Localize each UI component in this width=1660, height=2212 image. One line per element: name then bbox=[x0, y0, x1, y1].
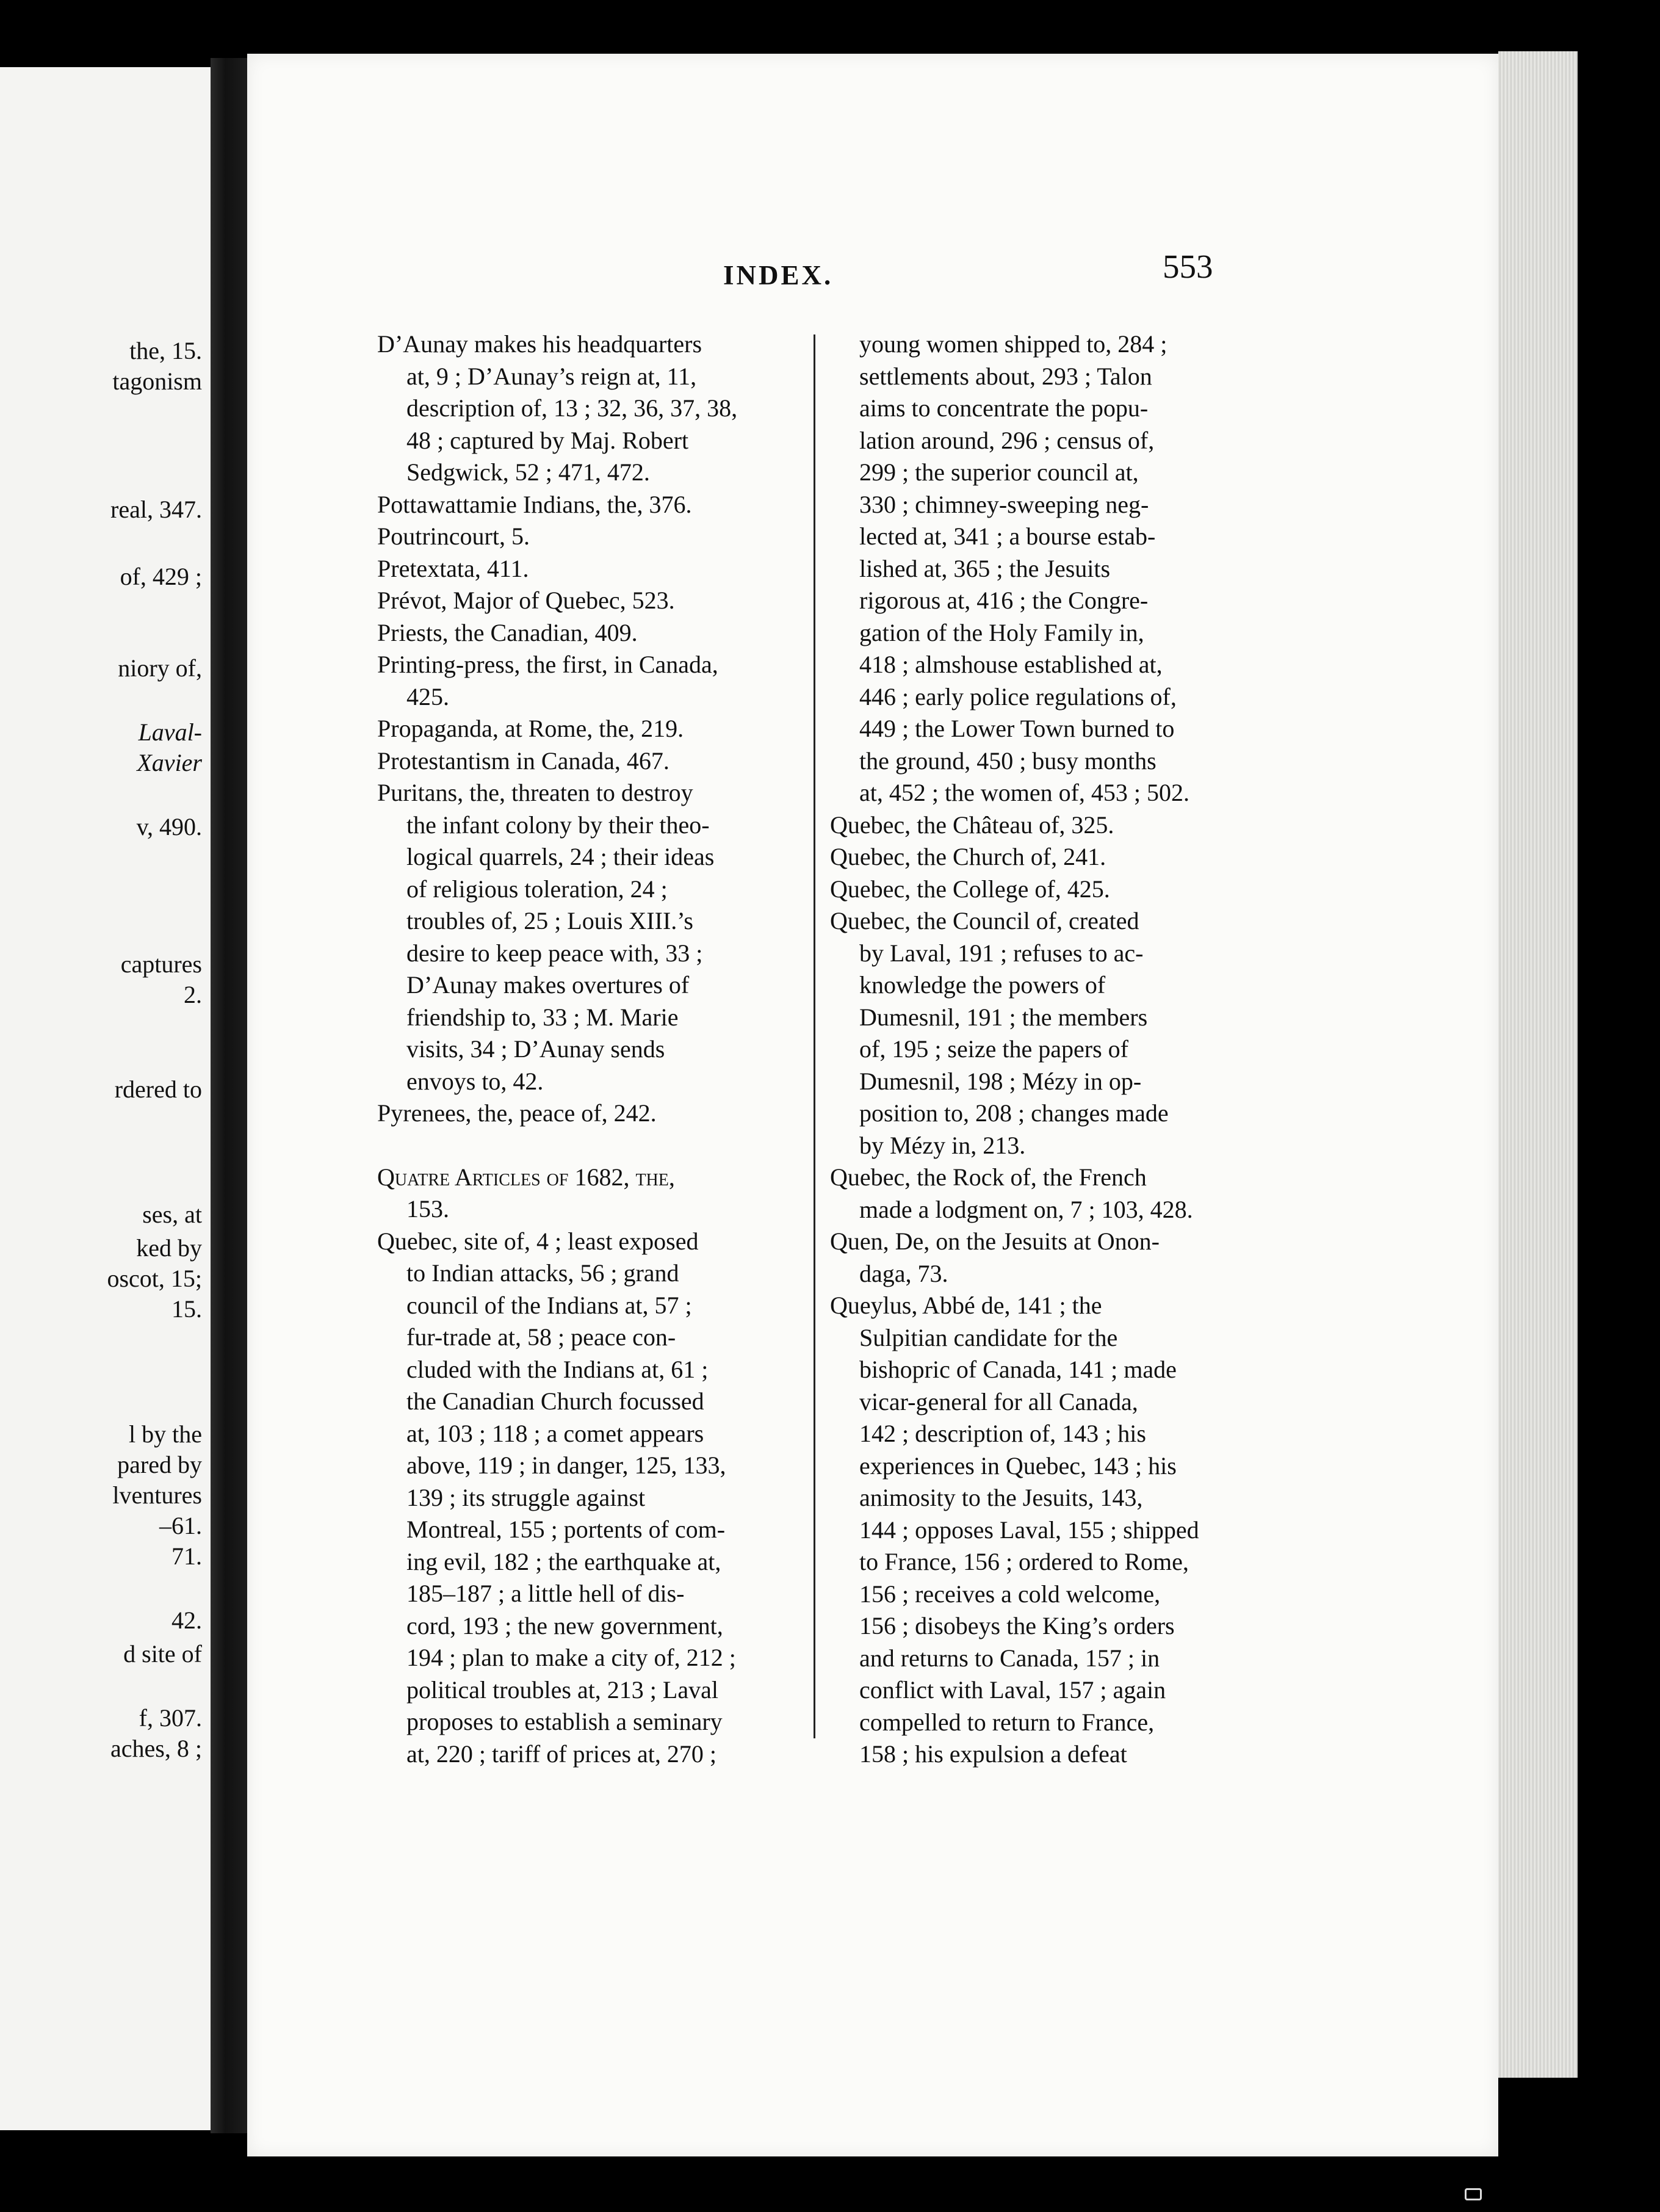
index-line: Printing-press, the first, in Canada, bbox=[377, 651, 718, 678]
left-page-fragment: 71. bbox=[171, 1542, 202, 1570]
index-line: 144 ; opposes Laval, 155 ; shipped bbox=[859, 1516, 1199, 1544]
index-line: rigorous at, 416 ; the Congre- bbox=[859, 587, 1149, 614]
index-line: Poutrincourt, 5. bbox=[377, 522, 530, 550]
index-line: proposes to establish a seminary bbox=[406, 1708, 723, 1735]
index-line: cord, 193 ; the new government, bbox=[406, 1611, 723, 1639]
left-page-fragment: oscot, 15; bbox=[107, 1265, 202, 1292]
index-line: logical quarrels, 24 ; their ideas bbox=[406, 843, 715, 870]
index-line: Quebec, site of, 4 ; least exposed bbox=[377, 1227, 699, 1255]
left-page-fragment: pared by bbox=[117, 1451, 202, 1478]
left-page-fragment: –61. bbox=[159, 1512, 202, 1539]
index-line: fur-trade at, 58 ; peace con- bbox=[406, 1323, 676, 1351]
index-line: Quebec, the Council of, created bbox=[830, 907, 1139, 934]
index-line: 425. bbox=[406, 682, 449, 710]
index-line: Montreal, 155 ; portents of com- bbox=[406, 1516, 726, 1543]
index-line: 153. bbox=[406, 1195, 449, 1223]
index-line: Dumesnil, 191 ; the members bbox=[859, 1003, 1148, 1031]
index-column-left bbox=[377, 328, 807, 1770]
index-line: vicar-general for all Canada, bbox=[859, 1387, 1138, 1415]
index-column-right bbox=[830, 328, 1257, 1771]
index-line: of, 195 ; seize the papers of bbox=[859, 1035, 1128, 1063]
left-page-fragment: the, 15. bbox=[129, 337, 202, 364]
index-line: 156 ; receives a cold welcome, bbox=[859, 1580, 1161, 1608]
index-line: 446 ; early police regulations of, bbox=[859, 682, 1177, 710]
page-edges bbox=[1498, 51, 1578, 2078]
index-line: 330 ; chimney-sweeping neg- bbox=[859, 490, 1149, 518]
index-line: D’Aunay makes overtures of bbox=[406, 971, 690, 999]
index-line: friendship to, 33 ; M. Marie bbox=[406, 1003, 679, 1031]
index-line bbox=[377, 1130, 807, 1162]
index-line: above, 119 ; in danger, 125, 133, bbox=[406, 1451, 726, 1479]
left-page-fragment: 42. bbox=[171, 1607, 202, 1634]
index-line: Protestantism in Canada, 467. bbox=[377, 746, 669, 775]
left-page-fragment: tagonism bbox=[112, 367, 202, 395]
index-line: to Indian attacks, 56 ; grand bbox=[406, 1259, 679, 1287]
index-line: Priests, the Canadian, 409. bbox=[377, 618, 638, 646]
index-line: Dumesnil, 198 ; Mézy in op- bbox=[859, 1067, 1142, 1095]
left-page-fragment: 2. bbox=[184, 981, 202, 1008]
index-line: to France, 156 ; ordered to Rome, bbox=[859, 1548, 1189, 1575]
book-gutter bbox=[211, 58, 247, 2133]
index-line: the ground, 450 ; busy months bbox=[859, 746, 1157, 775]
index-line: 194 ; plan to make a city of, 212 ; bbox=[406, 1644, 736, 1671]
index-line: visits, 34 ; D’Aunay sends bbox=[406, 1035, 665, 1063]
left-page-fragment: ked by bbox=[136, 1234, 202, 1262]
index-line: young women shipped to, 284 ; bbox=[859, 330, 1167, 358]
film-mark-icon bbox=[1465, 2188, 1482, 2200]
left-page-fragment: f, 307. bbox=[139, 1704, 202, 1732]
index-line: knowledge the powers of bbox=[859, 971, 1106, 999]
index-line: Quatre Articles of 1682, the, bbox=[377, 1163, 675, 1191]
index-line: experiences in Quebec, 143 ; his bbox=[859, 1451, 1177, 1480]
index-line: envoys to, 42. bbox=[406, 1067, 544, 1095]
index-line: settlements about, 293 ; Talon bbox=[859, 362, 1152, 390]
index-line: lished at, 365 ; the Jesuits bbox=[859, 554, 1111, 582]
index-line: lected at, 341 ; a bourse estab- bbox=[859, 522, 1156, 550]
index-line: 299 ; the superior council at, bbox=[859, 458, 1139, 486]
left-page-fragment: Xavier bbox=[137, 749, 202, 776]
index-line: D’Aunay makes his headquarters bbox=[377, 330, 702, 358]
index-line: 418 ; almshouse established at, bbox=[859, 651, 1163, 678]
index-line: Quebec, the College of, 425. bbox=[830, 875, 1110, 903]
index-line: animosity to the Jesuits, 143, bbox=[859, 1484, 1143, 1511]
index-line: the infant colony by their theo- bbox=[406, 811, 710, 839]
index-line: Quebec, the Rock of, the French bbox=[830, 1163, 1147, 1191]
index-line: Pyrenees, the, peace of, 242. bbox=[377, 1099, 657, 1127]
index-line: 158 ; his expulsion a defeat bbox=[859, 1740, 1127, 1768]
index-line: lation around, 296 ; census of, bbox=[859, 426, 1155, 454]
running-head: INDEX. bbox=[723, 260, 834, 291]
index-line: Queylus, Abbé de, 141 ; the bbox=[830, 1292, 1102, 1319]
index-line: compelled to return to France, bbox=[859, 1708, 1155, 1736]
index-line: position to, 208 ; changes made bbox=[859, 1099, 1169, 1127]
left-page-fragment: lventures bbox=[112, 1481, 202, 1509]
index-line: gation of the Holy Family in, bbox=[859, 618, 1144, 646]
index-line: Prévot, Major of Quebec, 523. bbox=[377, 587, 675, 614]
index-line: bishopric of Canada, 141 ; made bbox=[859, 1356, 1177, 1383]
column-divider bbox=[814, 334, 815, 1738]
index-line: 142 ; description of, 143 ; his bbox=[859, 1420, 1146, 1447]
left-page-fragment: ses, at bbox=[142, 1201, 202, 1228]
index-line: ing evil, 182 ; the earthquake at, bbox=[406, 1547, 721, 1575]
index-line: troubles of, 25 ; Louis XIII.’s bbox=[406, 907, 693, 934]
index-line: desire to keep peace with, 33 ; bbox=[406, 939, 703, 967]
index-line: Sulpitian candidate for the bbox=[859, 1323, 1118, 1351]
index-line: 48 ; captured by Maj. Robert bbox=[406, 426, 689, 454]
left-page-fragment: 15. bbox=[171, 1295, 202, 1323]
index-line: by Laval, 191 ; refuses to ac- bbox=[859, 939, 1144, 967]
page-number: 553 bbox=[1163, 248, 1213, 285]
index-line: Propaganda, at Rome, the, 219. bbox=[377, 715, 684, 742]
left-page-fragment: niory of, bbox=[118, 654, 202, 682]
left-page-fragment: Laval- bbox=[138, 718, 202, 746]
index-line: council of the Indians at, 57 ; bbox=[406, 1291, 692, 1319]
left-page-fragment: rdered to bbox=[114, 1075, 202, 1103]
index-line: Quen, De, on the Jesuits at Onon- bbox=[830, 1227, 1160, 1255]
index-line: at, 452 ; the women of, 453 ; 502. bbox=[859, 779, 1190, 806]
index-line: made a lodgment on, 7 ; 103, 428. bbox=[859, 1195, 1193, 1223]
index-line: political troubles at, 213 ; Laval bbox=[406, 1675, 718, 1704]
index-line: conflict with Laval, 157 ; again bbox=[859, 1676, 1166, 1704]
left-page-fragment: captures bbox=[120, 950, 202, 978]
index-line: Quebec, the Church of, 241. bbox=[830, 843, 1106, 870]
index-line: Pretextata, 411. bbox=[377, 554, 529, 582]
left-facing-page bbox=[0, 67, 211, 2130]
index-line: at, 103 ; 118 ; a comet appears bbox=[406, 1419, 704, 1447]
index-line: Puritans, the, threaten to destroy bbox=[377, 779, 693, 806]
index-line: and returns to Canada, 157 ; in bbox=[859, 1644, 1160, 1672]
index-line: 156 ; disobeys the King’s orders bbox=[859, 1612, 1175, 1639]
index-line: of religious toleration, 24 ; bbox=[406, 875, 668, 903]
index-line: by Mézy in, 213. bbox=[859, 1131, 1026, 1159]
left-page-fragment: real, 347. bbox=[110, 496, 202, 523]
left-page-fragment: d site of bbox=[123, 1640, 202, 1668]
left-page-fragment: v, 490. bbox=[136, 813, 202, 840]
index-line: at, 9 ; D’Aunay’s reign at, 11, bbox=[406, 362, 697, 390]
index-line: 185–187 ; a little hell of dis- bbox=[406, 1580, 685, 1607]
index-line: daga, 73. bbox=[859, 1259, 948, 1287]
index-line: the Canadian Church focussed bbox=[406, 1387, 704, 1415]
index-line: Sedgwick, 52 ; 471, 472. bbox=[406, 458, 650, 486]
index-line: aims to concentrate the popu- bbox=[859, 394, 1149, 422]
index-line: at, 220 ; tariff of prices at, 270 ; bbox=[406, 1740, 717, 1768]
index-line: 449 ; the Lower Town burned to bbox=[859, 715, 1175, 742]
index-line: 139 ; its struggle against bbox=[406, 1483, 646, 1511]
left-page-fragment: of, 429 ; bbox=[120, 563, 202, 590]
index-line: cluded with the Indians at, 61 ; bbox=[406, 1355, 709, 1383]
left-page-fragment: aches, 8 ; bbox=[110, 1735, 202, 1762]
index-line: description of, 13 ; 32, 36, 37, 38, bbox=[406, 394, 738, 422]
left-page-fragment: l by the bbox=[129, 1420, 202, 1448]
index-line: Pottawattamie Indians, the, 376. bbox=[377, 490, 692, 518]
index-line: Quebec, the Château of, 325. bbox=[830, 811, 1114, 839]
